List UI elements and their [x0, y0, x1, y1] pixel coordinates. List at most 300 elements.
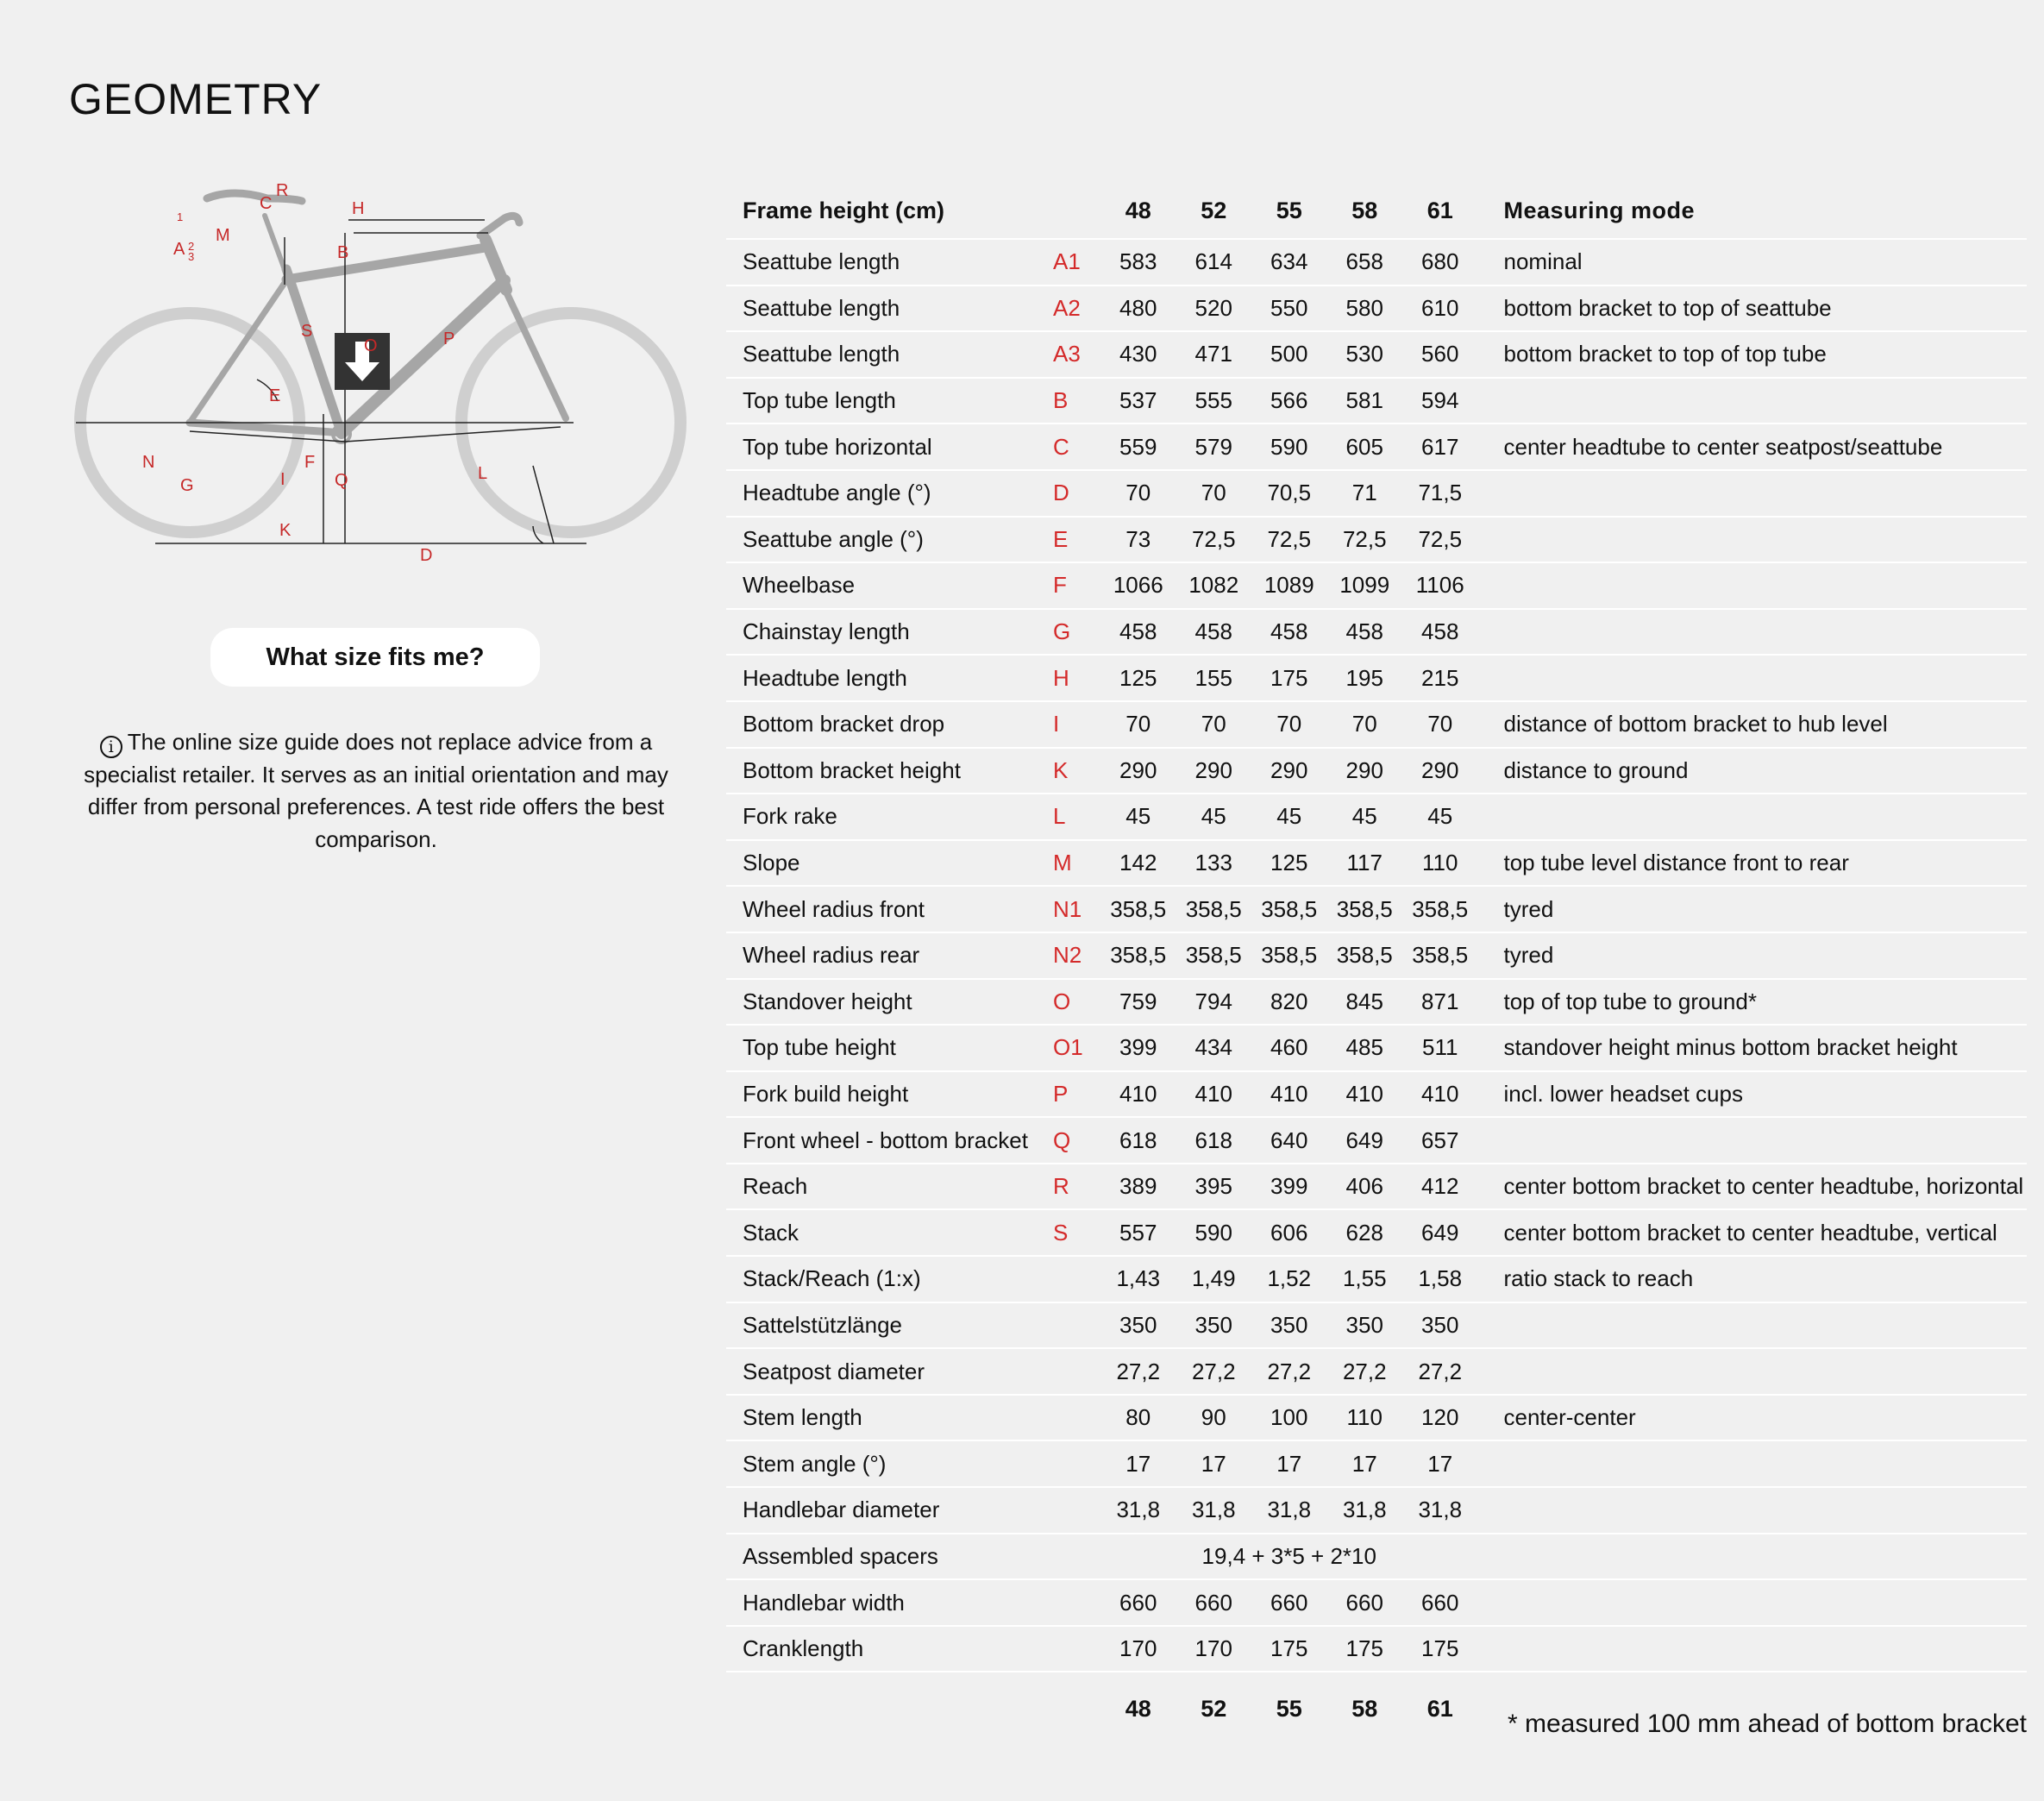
geometry-table [726, 183, 2027, 1745]
row-label: Chainstay length [743, 618, 910, 645]
row-value: 358,5 [1412, 895, 1469, 922]
size-footer: 55 [1276, 1695, 1302, 1722]
row-label: Seattube length [743, 341, 900, 367]
row-value: 133 [1194, 850, 1232, 876]
table-row [726, 886, 2027, 932]
row-measuring-mode: distance to ground [1503, 756, 1689, 783]
row-value: 17 [1125, 1450, 1151, 1477]
row-value: 215 [1421, 664, 1459, 691]
size-header: 52 [1201, 197, 1227, 223]
row-value: 820 [1270, 988, 1308, 1014]
row-label: Stem angle (°) [743, 1450, 887, 1477]
row-value: 618 [1194, 1126, 1232, 1153]
row-value: 657 [1421, 1126, 1459, 1153]
row-code: A2 [1053, 294, 1081, 321]
row-code: I [1053, 711, 1060, 737]
dimension-label: A [173, 240, 185, 259]
row-code [1053, 1440, 1100, 1487]
table-row [726, 701, 2027, 748]
row-label: Fork rake [743, 803, 837, 830]
row-value: 350 [1345, 1311, 1383, 1338]
table-row [726, 286, 2027, 332]
size-footer: 48 [1125, 1695, 1151, 1722]
row-value: 559 [1119, 433, 1157, 460]
dimension-label: 2 [188, 240, 195, 253]
row-code: P [1053, 1080, 1069, 1107]
row-value: 1089 [1263, 572, 1314, 599]
row-value: 649 [1421, 1219, 1459, 1246]
size-guide-note [74, 726, 678, 856]
row-value: 31,8 [1191, 1497, 1236, 1523]
row-label: Top tube length [743, 387, 896, 414]
dimension-label: P [443, 329, 455, 348]
row-value: 590 [1194, 1219, 1232, 1246]
row-value: 410 [1421, 1080, 1459, 1107]
row-value: 170 [1194, 1635, 1232, 1662]
row-value: 618 [1119, 1126, 1157, 1153]
dimension-label: H [352, 199, 365, 218]
table-row [726, 1579, 2027, 1626]
row-value: 45 [1201, 803, 1226, 830]
row-value: 406 [1345, 1173, 1383, 1200]
row-measuring-mode: top tube level distance front to rear [1503, 850, 1849, 876]
row-value: 70 [1125, 480, 1151, 506]
row-measuring-mode: top of top tube to ground* [1503, 988, 1757, 1014]
row-value: 290 [1194, 756, 1232, 783]
row-value: 520 [1194, 294, 1232, 321]
row-value: 17 [1201, 1450, 1226, 1477]
row-value: 485 [1345, 1034, 1383, 1061]
row-value: 17 [1351, 1450, 1377, 1477]
row-value: 500 [1270, 341, 1308, 367]
row-measuring-mode [1478, 609, 2028, 656]
row-value: 458 [1119, 618, 1157, 645]
row-label: Slope [743, 850, 800, 876]
row-value: 511 [1422, 1034, 1458, 1061]
row-code: O [1053, 988, 1071, 1014]
row-value: 660 [1270, 1589, 1308, 1616]
row-value: 759 [1119, 988, 1157, 1014]
dimension-label: D [420, 546, 433, 561]
row-value: 660 [1194, 1589, 1232, 1616]
row-value: 605 [1345, 433, 1383, 460]
row-code: E [1053, 525, 1069, 552]
row-value: 71,5 [1418, 480, 1463, 506]
row-value: 290 [1270, 756, 1308, 783]
row-value: 660 [1119, 1589, 1157, 1616]
row-measuring-mode [1478, 1302, 2028, 1349]
row-value: 70 [1125, 711, 1151, 737]
row-value: 117 [1346, 850, 1383, 876]
table-row [726, 840, 2027, 887]
row-value: 794 [1194, 988, 1232, 1014]
row-value: 17 [1276, 1450, 1302, 1477]
measuring-mode-header: Measuring mode [1503, 197, 1696, 223]
row-code [1053, 1487, 1100, 1534]
row-measuring-mode: tyred [1503, 942, 1554, 969]
row-label: Top tube horizontal [743, 433, 932, 460]
row-value: 27,2 [1418, 1358, 1463, 1384]
row-code: R [1053, 1173, 1069, 1200]
table-row [726, 748, 2027, 794]
row-value: 410 [1119, 1080, 1157, 1107]
table-row [726, 1071, 2027, 1118]
row-measuring-mode [1478, 1440, 2028, 1487]
row-label: Handlebar width [743, 1589, 905, 1616]
dimension-label: O [364, 336, 378, 355]
row-value: 195 [1345, 664, 1383, 691]
row-label: Bottom bracket drop [743, 711, 945, 737]
row-value: 27,2 [1191, 1358, 1236, 1384]
row-code [1053, 1302, 1100, 1349]
row-value: 72,5 [1342, 525, 1387, 552]
page-title: GEOMETRY [69, 75, 323, 123]
row-value: 1,49 [1191, 1265, 1236, 1292]
row-measuring-mode [1478, 794, 2028, 840]
row-code [1053, 1395, 1100, 1441]
row-measuring-mode: standover height minus bottom bracket height [1503, 1034, 1958, 1061]
row-value: 845 [1345, 988, 1383, 1014]
row-measuring-mode [1478, 655, 2028, 701]
table-row [726, 979, 2027, 1026]
bike-geometry-diagram [60, 173, 699, 561]
row-value: 628 [1345, 1219, 1383, 1246]
row-value: 530 [1345, 341, 1383, 367]
row-value: 560 [1421, 341, 1459, 367]
size-guide-button[interactable]: What size fits me? [210, 628, 540, 687]
row-label: Front wheel - bottom bracket [743, 1126, 1028, 1153]
row-value: 170 [1119, 1635, 1157, 1662]
table-row [726, 331, 2027, 378]
row-value: 72,5 [1191, 525, 1236, 552]
row-value: 471 [1194, 341, 1232, 367]
row-value: 350 [1119, 1311, 1157, 1338]
row-measuring-mode [1478, 470, 2028, 517]
row-value: 350 [1270, 1311, 1308, 1338]
table-row [726, 424, 2027, 470]
dimension-label: E [269, 386, 281, 405]
row-value: 70 [1427, 711, 1453, 737]
row-value: 557 [1119, 1219, 1157, 1246]
dimension-label: Q [335, 471, 348, 490]
row-code: S [1053, 1219, 1069, 1246]
row-measuring-mode [1478, 378, 2028, 424]
row-measuring-mode: center-center [1503, 1404, 1636, 1431]
row-value: 480 [1119, 294, 1157, 321]
table-row [726, 1348, 2027, 1395]
row-measuring-mode [1478, 1579, 2028, 1626]
row-value: 358,5 [1110, 942, 1167, 969]
row-label: Seattube length [743, 248, 900, 275]
row-value: 458 [1421, 618, 1459, 645]
dimension-label: R [276, 181, 289, 200]
row-value: 358,5 [1185, 895, 1242, 922]
dimension-label: 1 [177, 210, 184, 223]
size-header: 55 [1276, 197, 1302, 223]
table-row [726, 1487, 2027, 1534]
row-value: 290 [1421, 756, 1459, 783]
row-code: O1 [1053, 1034, 1083, 1061]
row-code [1053, 1256, 1100, 1302]
row-value: 175 [1345, 1635, 1383, 1662]
row-value: 71 [1351, 480, 1377, 506]
row-value: 125 [1270, 850, 1308, 876]
size-footer: 61 [1426, 1695, 1453, 1722]
row-value: 31,8 [1267, 1497, 1312, 1523]
frame-height-header: Frame height (cm) [743, 197, 945, 223]
row-value: 155 [1194, 664, 1232, 691]
row-value: 70 [1276, 711, 1302, 737]
row-value: 1082 [1188, 572, 1239, 599]
table-row [726, 1256, 2027, 1302]
size-header: 61 [1426, 197, 1453, 223]
row-value: 70 [1201, 480, 1226, 506]
row-value: 410 [1270, 1080, 1308, 1107]
row-label: Reach [743, 1173, 808, 1200]
row-value: 350 [1421, 1311, 1459, 1338]
row-value: 614 [1194, 248, 1232, 275]
row-value: 566 [1270, 387, 1308, 414]
row-label: Stem length [743, 1404, 862, 1431]
row-value: 1099 [1339, 572, 1390, 599]
row-value: 610 [1421, 294, 1459, 321]
row-value: 90 [1201, 1404, 1226, 1431]
row-value: 460 [1270, 1034, 1308, 1061]
row-value: 45 [1427, 803, 1453, 830]
row-merged-value: 19,4 + 3*5 + 2*10 [1201, 1542, 1376, 1569]
row-value: 1,58 [1418, 1265, 1463, 1292]
row-value: 430 [1119, 341, 1157, 367]
row-label: Headtube length [743, 664, 907, 691]
row-measuring-mode [1478, 1487, 2028, 1534]
row-value: 358,5 [1110, 895, 1167, 922]
dimension-label: 3 [188, 250, 195, 263]
row-value: 358,5 [1261, 895, 1318, 922]
row-value: 350 [1194, 1311, 1232, 1338]
row-code [1053, 1579, 1100, 1626]
row-label: Seattube length [743, 294, 900, 321]
row-value: 871 [1421, 988, 1459, 1014]
row-code: C [1053, 433, 1069, 460]
row-value: 31,8 [1342, 1497, 1387, 1523]
row-measuring-mode [1478, 1534, 2028, 1580]
size-header: 58 [1351, 197, 1378, 223]
code-header [1053, 183, 1100, 239]
row-value: 1066 [1113, 572, 1163, 599]
row-value: 581 [1345, 387, 1383, 414]
row-code: L [1053, 803, 1066, 830]
row-label: Wheel radius front [743, 895, 925, 922]
row-label: Seatpost diameter [743, 1358, 925, 1384]
dimension-label: S [301, 322, 313, 341]
table-header-row [726, 183, 2027, 239]
row-value: 606 [1270, 1219, 1308, 1246]
row-value: 1,55 [1342, 1265, 1387, 1292]
row-label: Headtube angle (°) [743, 480, 931, 506]
dimension-label: N [142, 453, 155, 472]
row-value: 617 [1421, 433, 1459, 460]
dimension-label: K [279, 521, 292, 540]
row-measuring-mode: incl. lower headset cups [1503, 1080, 1743, 1107]
note-text: The online size guide does not replace advice from a specialist retailer. It serves as an initial orientation and may differ from personal preferences. A test ride offers the best comparison. [84, 729, 668, 852]
row-value: 27,2 [1116, 1358, 1161, 1384]
table-row [726, 1626, 2027, 1672]
row-value: 175 [1270, 1635, 1308, 1662]
row-label: Stack [743, 1219, 799, 1246]
row-code: H [1053, 664, 1069, 691]
row-label: Cranklength [743, 1635, 864, 1662]
row-label: Wheelbase [743, 572, 856, 599]
row-measuring-mode: bottom bracket to top of seattube [1503, 294, 1832, 321]
table-row [726, 1534, 2027, 1580]
row-label: Assembled spacers [743, 1542, 938, 1569]
table-row [726, 1440, 2027, 1487]
row-value: 399 [1270, 1173, 1308, 1200]
row-measuring-mode: ratio stack to reach [1503, 1265, 1694, 1292]
dimension-label: I [280, 470, 285, 489]
table-row [726, 655, 2027, 701]
dimension-labels [142, 181, 487, 561]
row-measuring-mode [1478, 562, 2028, 609]
row-code: Q [1053, 1126, 1071, 1153]
row-value: 634 [1270, 248, 1308, 275]
row-measuring-mode: nominal [1503, 248, 1583, 275]
bike-frame [190, 193, 566, 442]
row-value: 27,2 [1342, 1358, 1387, 1384]
dimension-label: B [337, 243, 349, 262]
row-value: 412 [1421, 1173, 1459, 1200]
row-measuring-mode [1478, 1626, 2028, 1672]
row-value: 580 [1345, 294, 1383, 321]
table-row [726, 517, 2027, 563]
row-value: 537 [1119, 387, 1157, 414]
row-value: 70,5 [1267, 480, 1312, 506]
table-row [726, 932, 2027, 979]
row-value: 70 [1351, 711, 1377, 737]
row-value: 579 [1194, 433, 1232, 460]
row-value: 70 [1201, 711, 1226, 737]
footnote: * measured 100 mm ahead of bottom bracket [1508, 1710, 2027, 1738]
row-value: 680 [1421, 248, 1459, 275]
row-measuring-mode: tyred [1503, 895, 1554, 922]
row-measuring-mode [1478, 1348, 2028, 1395]
table-row [726, 470, 2027, 517]
table-row [726, 1395, 2027, 1441]
size-footer: 52 [1201, 1695, 1227, 1722]
row-value: 660 [1345, 1589, 1383, 1616]
row-value: 550 [1270, 294, 1308, 321]
table-row [726, 562, 2027, 609]
table-row [726, 239, 2027, 286]
row-code: M [1053, 850, 1072, 876]
row-code: K [1053, 756, 1069, 783]
row-code [1053, 1348, 1100, 1395]
row-measuring-mode [1478, 517, 2028, 563]
dimension-label: L [478, 464, 488, 483]
row-value: 458 [1270, 618, 1308, 645]
row-code: N1 [1053, 895, 1082, 922]
row-label: Sattelstützlänge [743, 1311, 903, 1338]
row-value: 72,5 [1418, 525, 1463, 552]
row-value: 290 [1119, 756, 1157, 783]
row-value: 17 [1427, 1450, 1453, 1477]
dimension-label: C [260, 194, 273, 213]
table-row [726, 1164, 2027, 1210]
row-value: 358,5 [1336, 942, 1393, 969]
row-value: 594 [1421, 387, 1459, 414]
row-label: Seattube angle (°) [743, 525, 924, 552]
table-row [726, 1117, 2027, 1164]
row-value: 1,52 [1267, 1265, 1312, 1292]
row-value: 590 [1270, 433, 1308, 460]
row-value: 410 [1345, 1080, 1383, 1107]
row-label: Standover height [743, 988, 912, 1014]
row-code: F [1053, 572, 1067, 599]
row-value: 110 [1346, 1404, 1383, 1431]
table-row [726, 1025, 2027, 1071]
dimension-label: M [216, 226, 230, 245]
row-value: 45 [1276, 803, 1302, 830]
size-footer: 58 [1351, 1695, 1378, 1722]
row-value: 458 [1194, 618, 1232, 645]
row-value: 658 [1345, 248, 1383, 275]
row-value: 395 [1194, 1173, 1232, 1200]
row-value: 434 [1194, 1034, 1232, 1061]
row-code: B [1053, 387, 1069, 414]
row-value: 358,5 [1185, 942, 1242, 969]
row-value: 358,5 [1336, 895, 1393, 922]
row-value: 358,5 [1412, 942, 1469, 969]
row-value: 110 [1422, 850, 1458, 876]
row-value: 142 [1119, 850, 1157, 876]
info-icon: i [100, 736, 122, 758]
row-value: 175 [1270, 664, 1308, 691]
row-measuring-mode: center bottom bracket to center headtube, horizontal [1503, 1173, 2024, 1200]
row-value: 290 [1345, 756, 1383, 783]
table-row [726, 378, 2027, 424]
row-value: 358,5 [1261, 942, 1318, 969]
row-value: 399 [1119, 1034, 1157, 1061]
row-value: 640 [1270, 1126, 1308, 1153]
row-value: 31,8 [1418, 1497, 1463, 1523]
table-row [726, 1302, 2027, 1349]
row-value: 410 [1194, 1080, 1232, 1107]
row-value: 1,43 [1116, 1265, 1161, 1292]
row-measuring-mode [1478, 1117, 2028, 1164]
row-value: 458 [1345, 618, 1383, 645]
row-code: A1 [1053, 248, 1081, 275]
dimension-label: G [180, 476, 194, 495]
row-label: Fork build height [743, 1080, 909, 1107]
row-label: Bottom bracket height [743, 756, 961, 783]
row-value: 120 [1421, 1404, 1459, 1431]
row-value: 125 [1119, 664, 1157, 691]
row-measuring-mode: center headtube to center seatpost/seattube [1503, 433, 1943, 460]
row-label: Wheel radius rear [743, 942, 920, 969]
row-value: 660 [1421, 1589, 1459, 1616]
row-measuring-mode: distance of bottom bracket to hub level [1503, 711, 1888, 737]
row-value: 72,5 [1267, 525, 1312, 552]
row-value: 45 [1351, 803, 1377, 830]
row-label: Stack/Reach (1:x) [743, 1265, 921, 1292]
row-value: 100 [1270, 1404, 1308, 1431]
row-value: 583 [1119, 248, 1157, 275]
table-row [726, 794, 2027, 840]
row-measuring-mode: bottom bracket to top of top tube [1503, 341, 1827, 367]
row-code: G [1053, 618, 1071, 645]
row-value: 649 [1345, 1126, 1383, 1153]
row-measuring-mode: center bottom bracket to center headtube, vertical [1503, 1219, 1997, 1246]
